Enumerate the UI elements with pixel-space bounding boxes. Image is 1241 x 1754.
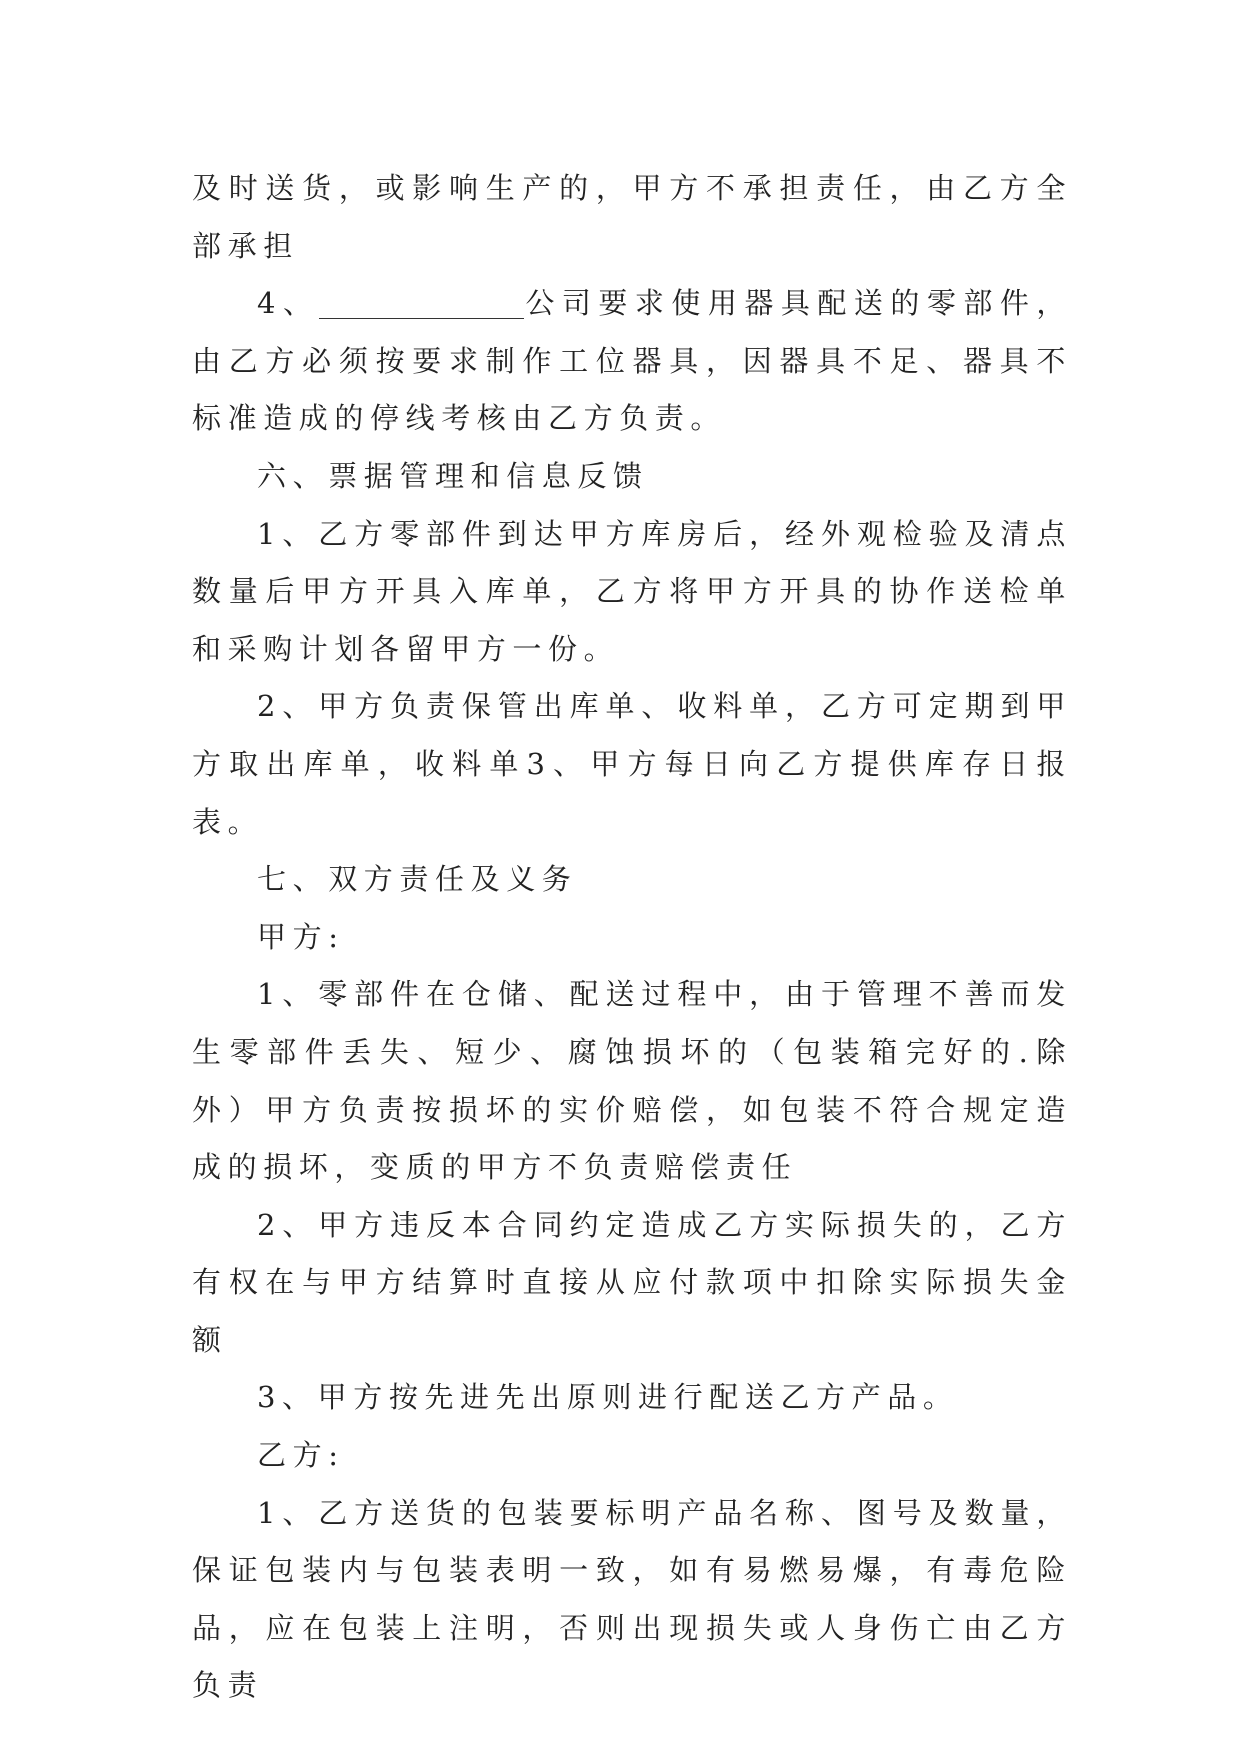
party-b-heading: 乙方: bbox=[257, 1438, 345, 1473]
section-heading-7: 七、双方责任及义务 bbox=[257, 862, 578, 897]
party-a-item-2: 2、甲方违反本合同约定造成乙方实际损失的，乙方有权在与甲方结算时直接从应付款项中扣除实际损失金额 bbox=[192, 1207, 1072, 1357]
fill-in-blank bbox=[319, 278, 524, 319]
item-4-text: 公司要求使用器具配送的零部件，由乙方必须按要求制作工位器具，因器具不足、器具不标准造成的停线考核由乙方负责。 bbox=[192, 286, 1072, 436]
party-b-item-1: 1、乙方送货的包装要标明产品名称、图号及数量，保证包装内与包装表明一致，如有易燃易爆，有毒危险品，应在包装上注明，否则出现损失或人身伤亡由乙方负责 bbox=[192, 1495, 1072, 1703]
section-heading-6: 六、票据管理和信息反馈 bbox=[257, 458, 649, 493]
party-a-item-3: 3、甲方按先进先出原则进行配送乙方产品。 bbox=[257, 1380, 959, 1415]
party-a-heading: 甲方: bbox=[257, 919, 345, 954]
paragraph-item-4 bbox=[192, 275, 1072, 448]
party-a-item-1: 1、零部件在仓储、配送过程中，由于管理不善而发生零部件丢失、短少、腐蚀损坏的（包装箱完好的.除外）甲方负责按损坏的实价赔偿，如包装不符合规定造成的损坏，变质的甲方不负责赔偿责任 bbox=[192, 977, 1072, 1185]
paragraph-continuation: 及时送货，或影响生产的，甲方不承担责任，由乙方全部承担 bbox=[192, 171, 1072, 263]
item-number: 4、 bbox=[257, 286, 320, 321]
paragraph-6-1: 1、乙方零部件到达甲方库房后，经外观检验及清点数量后甲方开具入库单，乙方将甲方开具的协作送检单和采购计划各留甲方一份。 bbox=[192, 516, 1072, 666]
paragraph-6-2: 2、甲方负责保管出库单、收料单，乙方可定期到甲方取出库单，收料单3、甲方每日向乙方提供库存日报表。 bbox=[192, 689, 1072, 839]
document-body bbox=[192, 160, 1072, 1715]
